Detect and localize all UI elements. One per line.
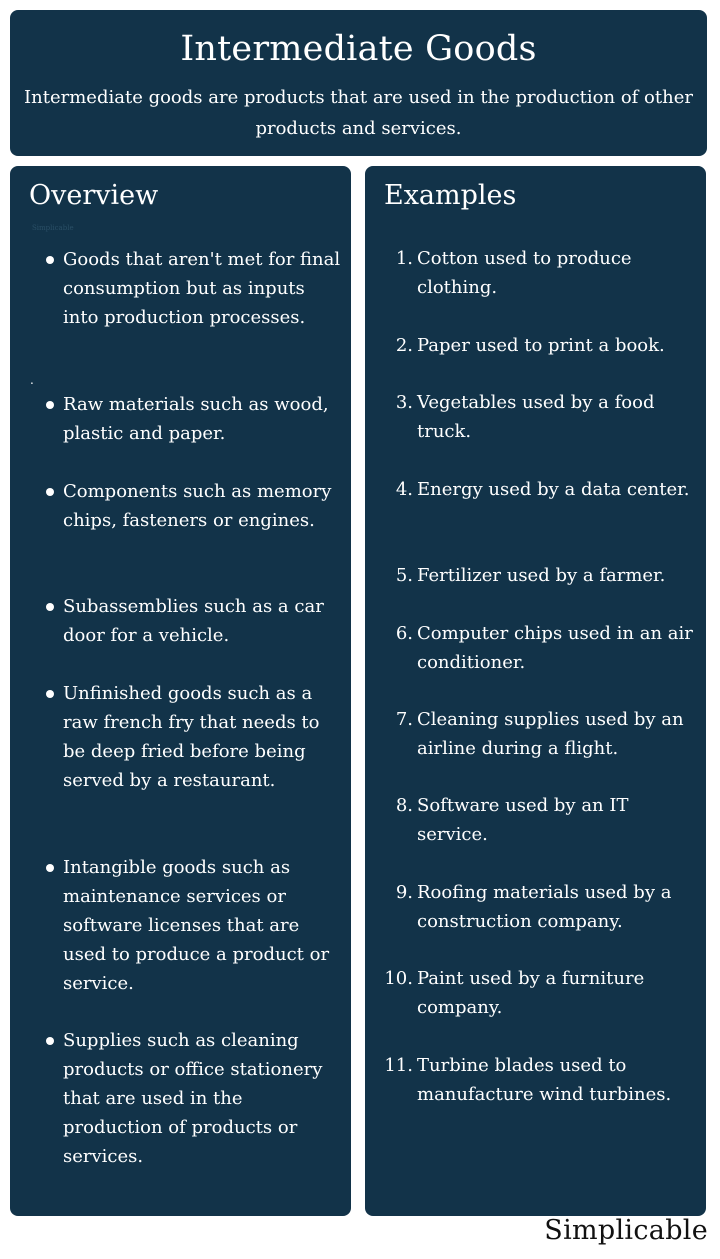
overview-panel — [10, 166, 351, 1216]
example-item: Turbine blades used to manufacture wind turbines. — [417, 1055, 672, 1105]
bullet-icon — [46, 401, 54, 409]
overview-item: Intangible goods such as maintenance services or software licenses that are used to produce a product or service. — [63, 857, 330, 994]
example-item: Paper used to print a book. — [417, 335, 665, 356]
overview-item: Goods that aren't met for final consumption but as inputs into production processes. — [63, 249, 341, 328]
bullet-icon — [46, 864, 54, 872]
overview-item: Raw materials such as wood, plastic and paper. — [63, 394, 329, 444]
overview-item: Subassemblies such as a car door for a vehicle. — [63, 596, 324, 646]
overview-item: Unfinished goods such as a raw french fry that needs to be deep fried before being served by a restaurant. — [63, 683, 320, 791]
example-item: Software used by an IT service. — [417, 795, 629, 845]
example-item: Roofing materials used by a construction company. — [417, 882, 672, 932]
overview-item: Components such as memory chips, fasteners or engines. — [63, 481, 332, 531]
example-number: 11. — [384, 1055, 413, 1076]
example-item: Energy used by a data center. — [417, 479, 690, 500]
examples-panel — [365, 166, 706, 1216]
example-number: 5. — [395, 565, 413, 586]
example-number: 10. — [384, 968, 413, 989]
bullet-icon — [46, 488, 54, 496]
bullet-icon — [46, 1037, 54, 1045]
bullet-icon — [46, 603, 54, 611]
example-number: 8. — [395, 795, 413, 816]
page-title: Intermediate Goods — [180, 29, 537, 69]
example-number: 6. — [395, 623, 413, 644]
watermark-text: Simplicable — [32, 224, 74, 232]
example-item: Vegetables used by a food truck. — [417, 392, 655, 442]
example-item: Cleaning supplies used by an airline during a flight. — [417, 709, 684, 759]
example-number: 7. — [395, 709, 413, 730]
example-item: Cotton used to produce clothing. — [417, 248, 632, 298]
overview-item: Supplies such as cleaning products or office stationery that are used in the production of products or services. — [63, 1030, 323, 1167]
stray-dot: . — [30, 373, 34, 387]
example-number: 4. — [395, 479, 413, 500]
example-item: Paint used by a furniture company. — [417, 968, 645, 1018]
overview-heading: Overview — [29, 180, 159, 211]
brand-logo-text: Simplicable — [544, 1215, 708, 1246]
header-panel — [10, 10, 707, 156]
bullet-icon — [46, 256, 54, 264]
example-item: Fertilizer used by a farmer. — [417, 565, 666, 586]
example-number: 9. — [395, 882, 413, 903]
example-number: 2. — [395, 335, 413, 356]
page-subtitle: Intermediate goods are products that are used in the production of other products and services. — [24, 87, 693, 139]
example-number: 3. — [395, 392, 413, 413]
example-item: Computer chips used in an air conditioner. — [417, 623, 693, 673]
example-number: 1. — [395, 248, 413, 269]
examples-heading: Examples — [384, 180, 517, 211]
bullet-icon — [46, 690, 54, 698]
